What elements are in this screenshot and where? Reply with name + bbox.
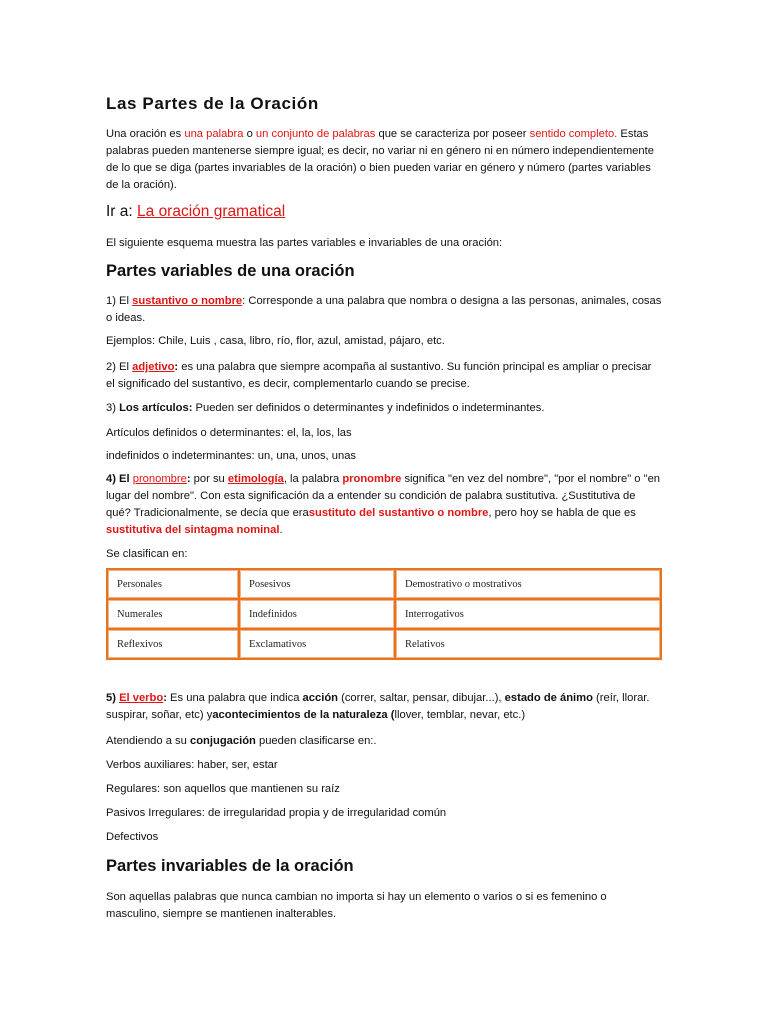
- table-cell: Exclamativos: [240, 630, 394, 658]
- pronombre-colon: :: [186, 473, 191, 485]
- acontecimientos-term: acontecimientos de la naturaleza (: [212, 709, 395, 721]
- verbo-colon: :: [163, 692, 167, 704]
- pronombre-text-4: , pero hoy se habla de que es: [488, 507, 636, 519]
- heading-partes-variables: Partes variables de una oración: [106, 262, 355, 280]
- articulos-paragraph: [106, 400, 662, 417]
- pronombre-text-3: significa "en vez del nombre", "por el nombre" o "en lugar del nombre". Con esta significación da a entender su condición de palabra sustitutiva. ¿Sustitutiva de qué? Tradicionalmente, se decía que era: [106, 473, 661, 519]
- pronombre-word: pronombre: [342, 473, 402, 485]
- pronombre-paragraph: [106, 471, 662, 539]
- verbo-text-4: llover, temblar, nevar, etc.): [394, 709, 526, 721]
- adjetivo-number: 2) El: [106, 361, 133, 373]
- sustantivo-number: 1) El: [106, 295, 133, 307]
- intro-text-4: Estas palabras pueden mantenerse siempre igual; es decir, no variar ni en género ni en número independientemente de lo que se diga (partes invariables de la oración) o bien pueden variar en género y número (partes variables de la oración).: [106, 128, 654, 191]
- sintagma-term: sustitutiva del sintagma nominal: [106, 524, 280, 536]
- adjetivo-desc: es una palabra que siempre acompaña al sustantivo. Su función principal es ampliar o precisar el significado del sustantivo, es decir, complementarlo cuando se precise.: [106, 361, 652, 390]
- intro-text-2: o: [243, 128, 256, 140]
- clasifican-paragraph: Se clasifican en:: [106, 548, 188, 560]
- verbo-text-3: (reír, llorar. suspirar, soñar, etc) y: [106, 692, 650, 721]
- verbo-paragraph: [106, 690, 662, 724]
- invariables-paragraph: Son aquellas palabras que nunca cambian no importa si hay un elemento o varios o si es femenino o masculino, siempre se mantienen inalterables.: [106, 891, 607, 920]
- verbos-defectivos: Defectivos: [106, 831, 159, 843]
- table-cell: Indefinidos: [240, 600, 394, 628]
- verbos-regulares: Regulares: son aquellos que mantienen su raíz: [106, 783, 340, 795]
- sustantivo-link[interactable]: sustantivo o nombre: [132, 295, 243, 307]
- ir-a-heading: [106, 203, 285, 221]
- pronombre-classification-table: [106, 568, 662, 660]
- table-row: [108, 570, 660, 598]
- pronombre-text-5: .: [279, 524, 283, 536]
- pronombre-number: 4) El: [106, 473, 133, 485]
- verbo-text-1: Es una palabra que indica: [166, 692, 303, 704]
- sustantivo-desc: : Corresponde a una palabra que nombra o designa a las personas, animales, cosas o ideas.: [106, 295, 662, 324]
- sustantivo-paragraph: [106, 293, 662, 327]
- articulos-term: Los artículos:: [119, 402, 193, 414]
- intro-highlight-2: un conjunto de palabras: [255, 128, 376, 140]
- estado-term: estado de ánimo: [504, 692, 593, 704]
- table-row: [108, 600, 660, 628]
- adjetivo-paragraph: [106, 359, 662, 393]
- table-cell: Posesivos: [240, 570, 394, 598]
- intro-text-1: Una oración es: [106, 128, 185, 140]
- conjugacion-text-1: Atendiendo a su: [106, 735, 190, 747]
- accion-term: acción: [302, 692, 338, 704]
- table-cell: Interrogativos: [396, 600, 660, 628]
- etimologia-link[interactable]: etimología: [227, 473, 284, 485]
- pronombre-text-1: por su: [190, 473, 228, 485]
- esquema-paragraph: El siguiente esquema muestra las partes variables e invariables de una oración:: [106, 237, 503, 249]
- intro-paragraph: [106, 126, 662, 194]
- conjugacion-paragraph: [106, 733, 662, 750]
- articulos-definidos: Artículos definidos o determinantes: el, la, los, las: [106, 427, 352, 439]
- oracion-gramatical-link[interactable]: La oración gramatical: [137, 203, 286, 220]
- page-title: Las Partes de la Oración: [106, 94, 319, 113]
- pronombre-link[interactable]: pronombre: [132, 473, 187, 485]
- pronombre-text-2: , la palabra: [283, 473, 343, 485]
- intro-highlight-1: una palabra: [184, 128, 244, 140]
- verbos-auxiliares: Verbos auxiliares: haber, ser, estar: [106, 759, 278, 771]
- ir-a-label: Ir a:: [106, 203, 138, 220]
- heading-partes-invariables: Partes invariables de la oración: [106, 857, 354, 875]
- articulos-indefinidos: indefinidos o indeterminantes: un, una, unos, unas: [106, 450, 357, 462]
- conjugacion-text-2: pueden clasificarse en:.: [255, 735, 377, 747]
- intro-text-3: que se caracteriza por poseer: [375, 128, 530, 140]
- ejemplos-paragraph: Ejemplos: Chile, Luis , casa, libro, río, flor, azul, amistad, pájaro, etc.: [106, 335, 445, 347]
- sustituto-term: sustituto del sustantivo o nombre: [308, 507, 489, 519]
- articulos-desc: Pueden ser definidos o determinantes y indefinidos o indeterminantes.: [192, 402, 545, 414]
- verbo-number: 5): [106, 692, 120, 704]
- articulos-number: 3): [106, 402, 120, 414]
- intro-highlight-3: sentido completo.: [529, 128, 618, 140]
- table-cell: Relativos: [396, 630, 660, 658]
- verbo-link[interactable]: El verbo: [119, 692, 164, 704]
- verbos-irregulares: Pasivos Irregulares: de irregularidad propia y de irregularidad común: [106, 807, 447, 819]
- adjetivo-colon: :: [174, 361, 179, 373]
- table-cell: Personales: [108, 570, 238, 598]
- conjugacion-term: conjugación: [189, 735, 256, 747]
- verbo-text-2: (correr, saltar, pensar, dibujar...),: [338, 692, 505, 704]
- table-cell: Numerales: [108, 600, 238, 628]
- adjetivo-link[interactable]: adjetivo: [132, 361, 175, 373]
- table-row: [108, 630, 660, 658]
- table-cell: Demostrativo o mostrativos: [396, 570, 660, 598]
- table-cell: Reflexivos: [108, 630, 238, 658]
